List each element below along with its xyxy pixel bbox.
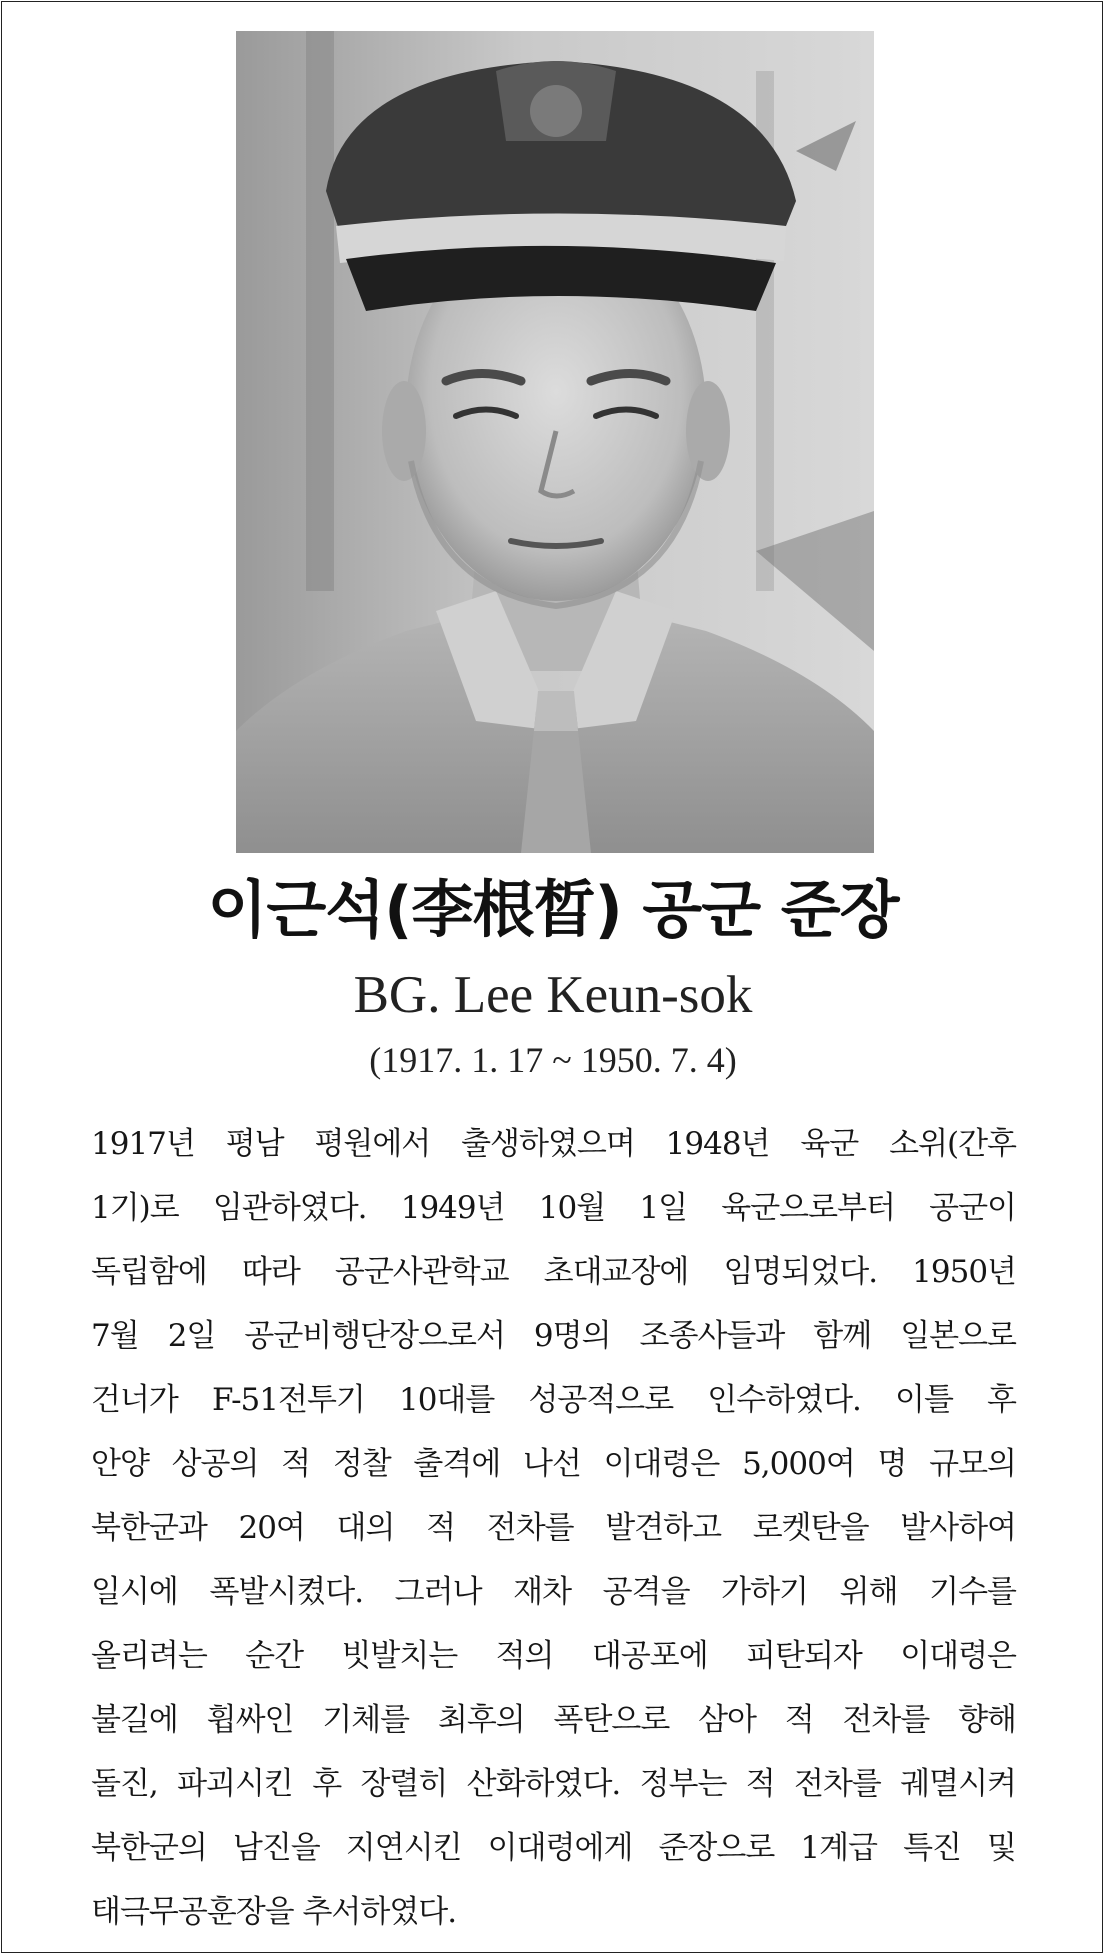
portrait-photo	[236, 31, 874, 853]
biography-line: 독립함에 따라 공군사관학교 초대교장에 임명되었다. 1950년	[91, 1254, 1016, 1290]
biography-line: 건너가 F-51전투기 10대를 성공적으로 인수하였다. 이틀 후	[91, 1382, 1016, 1418]
english-name: BG. Lee Keun-sok	[353, 966, 753, 1024]
biography-line: 7월 2일 공군비행단장으로서 9명의 조종사들과 함께 일본으로	[91, 1318, 1016, 1354]
biography-line: 불길에 휩싸인 기체를 최후의 폭탄으로 삼아 적 전차를 향해	[91, 1702, 1016, 1738]
portrait-drawing	[236, 31, 874, 853]
biography-line: 북한군과 20여 대의 적 전차를 발견하고 로켓탄을 발사하여	[91, 1510, 1016, 1546]
biography-line: 안양 상공의 적 정찰 출격에 나선 이대령은 5,000여 명 규모의	[91, 1446, 1016, 1482]
biography-line: 일시에 폭발시켰다. 그러나 재차 공격을 가하기 위해 기수를	[91, 1574, 1016, 1610]
biography-line: 북한군의 남진을 지연시킨 이대령에게 준장으로 1계급 특진 및	[91, 1830, 1016, 1866]
biography-line: 1기)로 임관하였다. 1949년 10월 1일 육군으로부터 공군이	[91, 1190, 1016, 1226]
biography-line: 돌진, 파괴시킨 후 장렬히 산화하였다. 정부는 적 전차를 궤멸시켜	[91, 1766, 1016, 1802]
page-title: 이근석(李根晳) 공군 준장	[207, 873, 899, 946]
biography-line: 1917년 평남 평원에서 출생하였으며 1948년 육군 소위(간후	[91, 1126, 1016, 1162]
biography-text	[91, 1112, 1016, 1944]
biography-line: 태극무공훈장을 추서하였다.	[91, 1894, 457, 1930]
life-dates: (1917. 1. 17 ~ 1950. 7. 4)	[369, 1040, 737, 1080]
biography-line: 올리려는 순간 빗발치는 적의 대공포에 피탄되자 이대령은	[91, 1638, 1016, 1674]
